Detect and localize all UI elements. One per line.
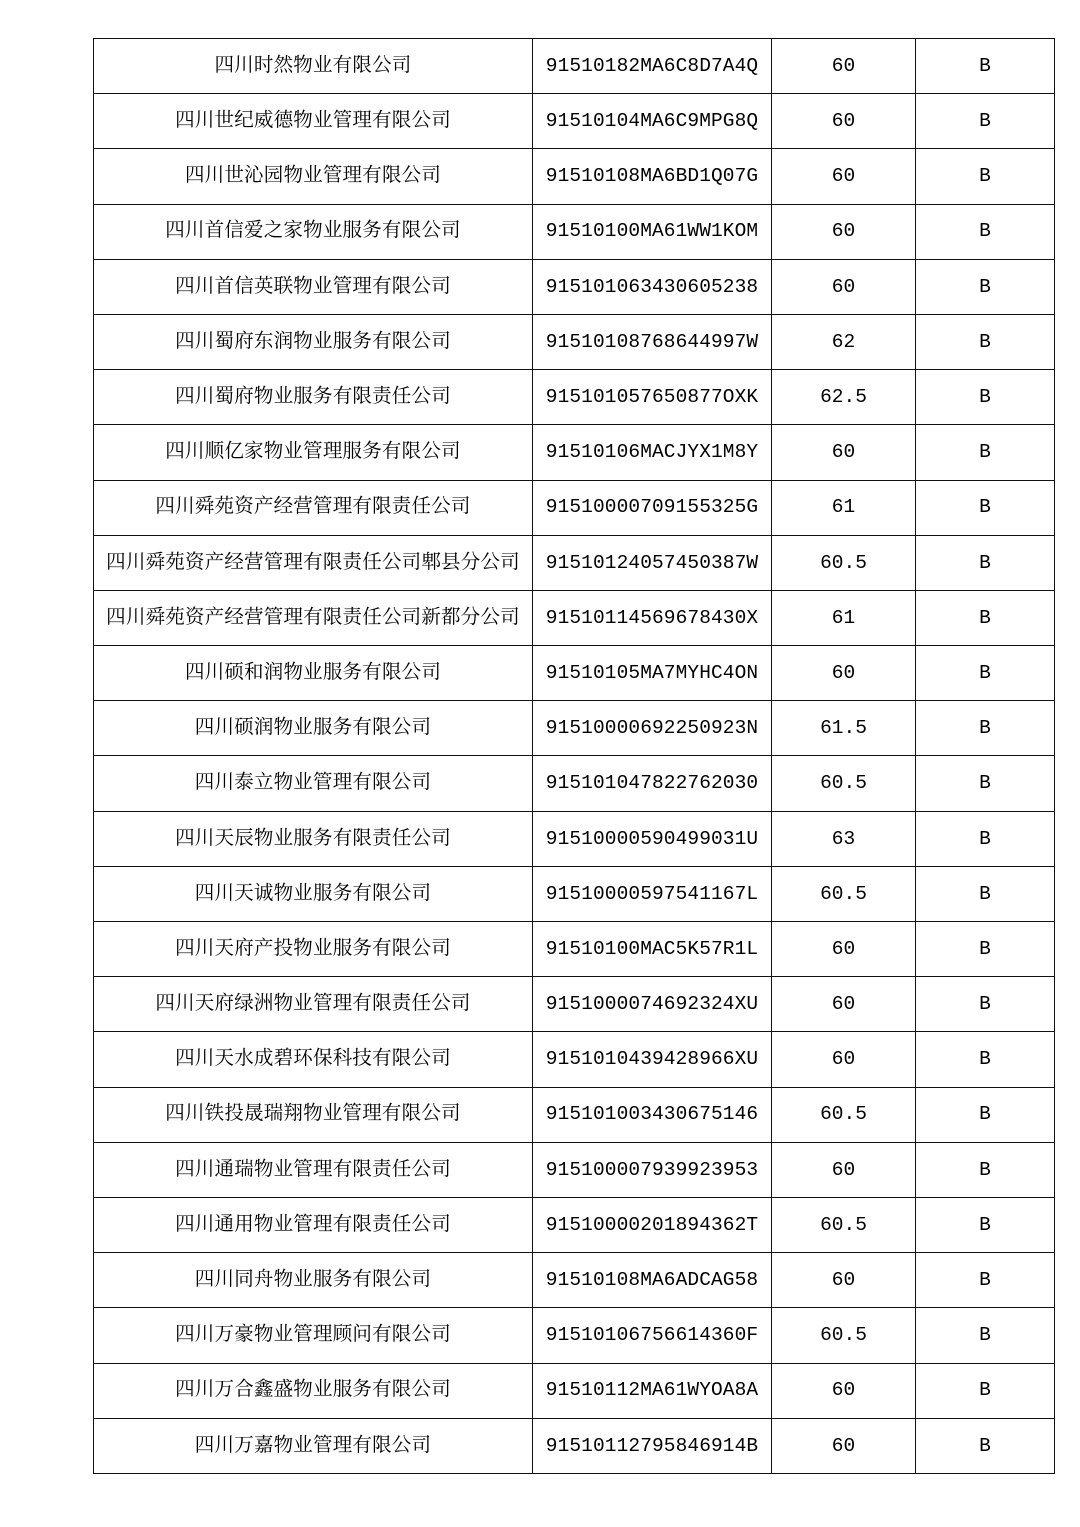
grade-cell: B (916, 1418, 1055, 1473)
score-cell: 60 (772, 94, 916, 149)
table-row (94, 922, 1055, 977)
credit-code-cell: 915100007939923953 (533, 1142, 772, 1197)
grade-cell: B (916, 811, 1055, 866)
grade-cell: B (916, 1032, 1055, 1087)
grade-cell: B (916, 204, 1055, 259)
company-name-cell: 四川通瑞物业管理有限责任公司 (94, 1142, 533, 1197)
table-row (94, 535, 1055, 590)
table-row (94, 1308, 1055, 1363)
grade-cell: B (916, 535, 1055, 590)
grade-cell: B (916, 259, 1055, 314)
score-cell: 60 (772, 39, 916, 94)
company-name-cell: 四川首信爱之家物业服务有限公司 (94, 204, 533, 259)
company-name-cell: 四川舜苑资产经营管理有限责任公司新都分公司 (94, 590, 533, 645)
company-name-cell: 四川铁投晟瑞翔物业管理有限公司 (94, 1087, 533, 1142)
company-name-cell: 四川天府绿洲物业管理有限责任公司 (94, 977, 533, 1032)
table-row (94, 259, 1055, 314)
grade-cell: B (916, 1087, 1055, 1142)
credit-code-cell: 91510108768644997W (533, 314, 772, 369)
table-row (94, 977, 1055, 1032)
score-cell: 60.5 (772, 1308, 916, 1363)
grade-cell: B (916, 149, 1055, 204)
grade-cell: B (916, 977, 1055, 1032)
credit-code-cell: 91510100MAC5K57R1L (533, 922, 772, 977)
grade-cell: B (916, 1363, 1055, 1418)
credit-code-cell: 9151010439428966XU (533, 1032, 772, 1087)
table-row (94, 1032, 1055, 1087)
credit-code-cell: 91510106756614360F (533, 1308, 772, 1363)
credit-code-cell: 91510108MA6ADCAG58 (533, 1253, 772, 1308)
table-row (94, 1087, 1055, 1142)
table-row (94, 1253, 1055, 1308)
company-name-cell: 四川硕和润物业服务有限公司 (94, 646, 533, 701)
score-cell: 60 (772, 1418, 916, 1473)
company-name-cell: 四川天诚物业服务有限公司 (94, 866, 533, 921)
table-row (94, 590, 1055, 645)
company-name-cell: 四川世沁园物业管理有限公司 (94, 149, 533, 204)
table-row (94, 480, 1055, 535)
company-name-cell: 四川世纪威德物业管理有限公司 (94, 94, 533, 149)
credit-code-cell: 91510000692250923N (533, 701, 772, 756)
grade-cell: B (916, 646, 1055, 701)
company-name-cell: 四川天府产投物业服务有限公司 (94, 922, 533, 977)
table-body (94, 39, 1055, 1474)
credit-code-cell: 9151000074692324XU (533, 977, 772, 1032)
table-row (94, 1197, 1055, 1252)
score-cell: 60.5 (772, 535, 916, 590)
score-cell: 60.5 (772, 1197, 916, 1252)
score-cell: 60 (772, 1363, 916, 1418)
table-row (94, 314, 1055, 369)
credit-code-cell: 915101047822762030 (533, 756, 772, 811)
company-name-cell: 四川同舟物业服务有限公司 (94, 1253, 533, 1308)
score-cell: 60 (772, 922, 916, 977)
grade-cell: B (916, 1142, 1055, 1197)
table-row (94, 1142, 1055, 1197)
table-row (94, 1363, 1055, 1418)
table-row (94, 756, 1055, 811)
table-row (94, 701, 1055, 756)
score-cell: 60.5 (772, 1087, 916, 1142)
credit-code-cell: 91510000597541167L (533, 866, 772, 921)
grade-cell: B (916, 314, 1055, 369)
grade-cell: B (916, 370, 1055, 425)
company-name-cell: 四川万合鑫盛物业服务有限公司 (94, 1363, 533, 1418)
credit-code-cell: 91510114569678430X (533, 590, 772, 645)
credit-code-cell: 91510000590499031U (533, 811, 772, 866)
credit-code-cell: 91510112795846914B (533, 1418, 772, 1473)
grade-cell: B (916, 866, 1055, 921)
credit-code-cell: 915101003430675146 (533, 1087, 772, 1142)
company-name-cell: 四川时然物业有限公司 (94, 39, 533, 94)
score-cell: 60 (772, 1142, 916, 1197)
company-name-cell: 四川泰立物业管理有限公司 (94, 756, 533, 811)
score-cell: 60.5 (772, 756, 916, 811)
grade-cell: B (916, 425, 1055, 480)
grade-cell: B (916, 922, 1055, 977)
table-row (94, 149, 1055, 204)
score-cell: 60 (772, 1253, 916, 1308)
score-cell: 60.5 (772, 866, 916, 921)
company-name-cell: 四川天辰物业服务有限责任公司 (94, 811, 533, 866)
company-name-cell: 四川首信英联物业管理有限公司 (94, 259, 533, 314)
score-cell: 61 (772, 590, 916, 645)
table-row (94, 1418, 1055, 1473)
score-cell: 62.5 (772, 370, 916, 425)
table-row (94, 39, 1055, 94)
grade-cell: B (916, 590, 1055, 645)
company-name-cell: 四川天水成碧环保科技有限公司 (94, 1032, 533, 1087)
score-cell: 60 (772, 977, 916, 1032)
credit-code-cell: 91510105MA7MYHC4ON (533, 646, 772, 701)
grade-cell: B (916, 94, 1055, 149)
credit-code-cell: 915101057650877OXK (533, 370, 772, 425)
credit-code-cell: 91510108MA6BD1Q07G (533, 149, 772, 204)
credit-code-cell: 915101063430605238 (533, 259, 772, 314)
grade-cell: B (916, 39, 1055, 94)
score-cell: 60 (772, 204, 916, 259)
score-cell: 60 (772, 149, 916, 204)
credit-code-cell: 91510106MACJYX1M8Y (533, 425, 772, 480)
grade-cell: B (916, 756, 1055, 811)
company-name-cell: 四川蜀府东润物业服务有限公司 (94, 314, 533, 369)
company-name-cell: 四川舜苑资产经营管理有限责任公司郫县分公司 (94, 535, 533, 590)
company-name-cell: 四川顺亿家物业管理服务有限公司 (94, 425, 533, 480)
grade-cell: B (916, 480, 1055, 535)
score-cell: 61.5 (772, 701, 916, 756)
credit-code-cell: 91510100MA61WW1KOM (533, 204, 772, 259)
credit-code-cell: 91510182MA6C8D7A4Q (533, 39, 772, 94)
credit-code-cell: 91510112MA61WYOA8A (533, 1363, 772, 1418)
company-name-cell: 四川万豪物业管理顾问有限公司 (94, 1308, 533, 1363)
grade-cell: B (916, 701, 1055, 756)
score-cell: 62 (772, 314, 916, 369)
score-cell: 60 (772, 425, 916, 480)
table-row (94, 811, 1055, 866)
grade-cell: B (916, 1253, 1055, 1308)
grade-cell: B (916, 1197, 1055, 1252)
company-name-cell: 四川通用物业管理有限责任公司 (94, 1197, 533, 1252)
credit-code-cell: 91510104MA6C9MPG8Q (533, 94, 772, 149)
table-row (94, 204, 1055, 259)
table-row (94, 370, 1055, 425)
company-name-cell: 四川万嘉物业管理有限公司 (94, 1418, 533, 1473)
company-name-cell: 四川舜苑资产经营管理有限责任公司 (94, 480, 533, 535)
score-cell: 63 (772, 811, 916, 866)
company-name-cell: 四川硕润物业服务有限公司 (94, 701, 533, 756)
table-row (94, 94, 1055, 149)
table-row (94, 646, 1055, 701)
grade-cell: B (916, 1308, 1055, 1363)
credit-code-cell: 91510000201894362T (533, 1197, 772, 1252)
company-credit-table (93, 38, 1055, 1474)
score-cell: 61 (772, 480, 916, 535)
table-row (94, 425, 1055, 480)
score-cell: 60 (772, 259, 916, 314)
credit-code-cell: 91510000709155325G (533, 480, 772, 535)
score-cell: 60 (772, 1032, 916, 1087)
credit-code-cell: 91510124057450387W (533, 535, 772, 590)
score-cell: 60 (772, 646, 916, 701)
company-name-cell: 四川蜀府物业服务有限责任公司 (94, 370, 533, 425)
table-row (94, 866, 1055, 921)
